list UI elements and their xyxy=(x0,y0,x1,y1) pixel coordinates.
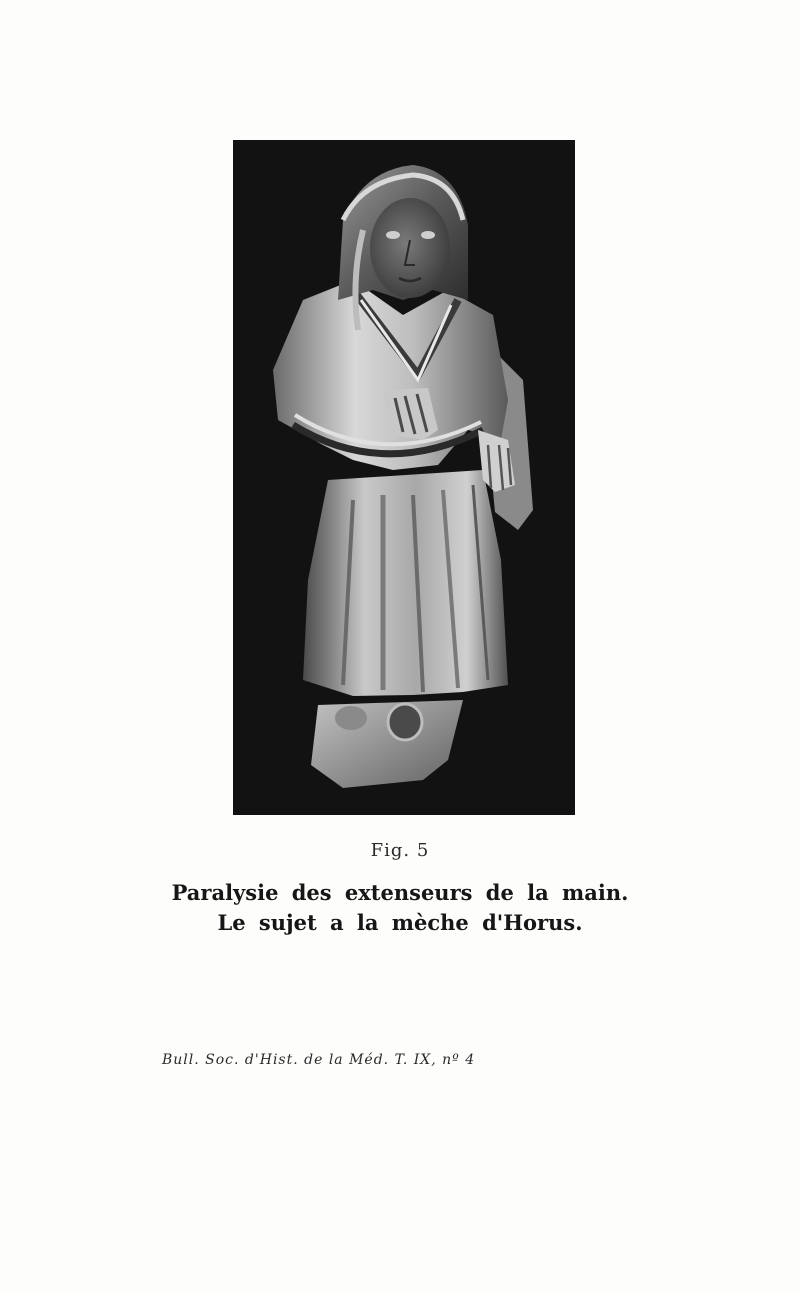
figurine-cloak xyxy=(273,280,508,470)
figurine-foot xyxy=(388,704,422,740)
journal-citation: Bull. Soc. d'Hist. de la Méd. T. IX, nº 4 xyxy=(162,1052,476,1068)
figure-number: Fig. 5 xyxy=(370,840,430,861)
figurine-photograph xyxy=(233,140,575,815)
caption-line-2: Le sujet a la mèche d'Horus. xyxy=(217,910,583,935)
figurine-base xyxy=(311,700,463,788)
figurine-illustration xyxy=(233,140,575,815)
figurine-face xyxy=(370,198,450,298)
caption-line-1: Paralysie des extenseurs de la main. xyxy=(171,880,629,905)
figurine-skirt xyxy=(303,470,508,696)
